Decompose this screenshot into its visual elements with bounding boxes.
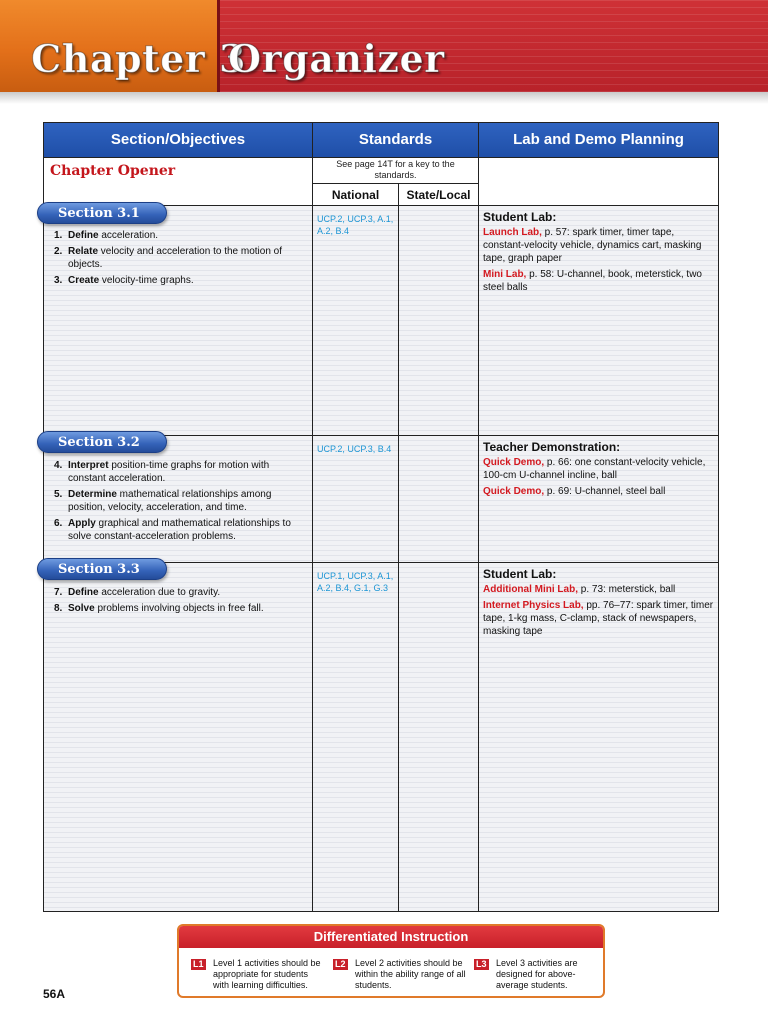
section-3-1-objectives: [54, 229, 306, 290]
section-3-1-national-standards: UCP.2, UCP.3, A.1, A.2, B.4: [317, 214, 394, 236]
objective-number: 3.: [54, 275, 63, 286]
objective-verb: Define: [68, 587, 99, 598]
section-3-3-national-standards: UCP.1, UCP.3, A.1, A.2, B.4, G.1, G.3: [317, 571, 394, 593]
chapter-opener-label: Chapter Opener: [50, 163, 176, 179]
header-lab-demo: Lab and Demo Planning: [513, 131, 684, 148]
objective-text: velocity and acceleration to the motion of objects.: [68, 246, 283, 270]
objective-item: [54, 488, 306, 514]
objective-text: velocity-time graphs.: [99, 275, 194, 286]
section-3-2-lab-planning: [483, 441, 715, 501]
objective-item: [54, 245, 306, 271]
level-badge: L2: [335, 959, 346, 969]
objective-number: 7.: [54, 587, 63, 598]
lab-item-text: pp. 76–77: spark timer, timer tape, 1-kg mass, C-clamp, stack of newspapers, masking tape: [483, 600, 714, 637]
level-text: Level 3 activities are designed for above-average students.: [496, 958, 578, 990]
section-3-2-pill: Section 3.2: [37, 431, 167, 453]
level-badge: L3: [476, 959, 487, 969]
section-3-1-pill: Section 3.1: [37, 202, 167, 224]
standards-note-divider: [313, 183, 478, 184]
lab-item-text: p. 73: meterstick, ball: [578, 584, 676, 595]
objective-text: acceleration due to gravity.: [98, 587, 221, 598]
objective-verb: Interpret: [68, 460, 109, 471]
banner-shadow: [0, 92, 768, 104]
lab-item-text: p. 57: spark timer, timer tape, constant-velocity vehicle, dynamics cart, masking tape, graph paper: [483, 227, 702, 264]
objective-verb: Determine: [68, 489, 117, 500]
organizer-table: [43, 122, 719, 912]
section-3-2-national-standards: UCP.2, UCP.3, B.4: [317, 444, 392, 454]
column-divider: [312, 123, 313, 911]
level-text: Level 1 activities should be appropriate for students with learning difficulties.: [213, 958, 321, 990]
objective-number: 4.: [54, 460, 63, 471]
lab-item-text: p. 66: one constant-velocity vehicle, 100-cm U-channel incline, ball: [483, 457, 706, 481]
level-badge: L1: [193, 959, 204, 969]
table-header-row: [44, 123, 718, 157]
lab-item-name: Quick Demo,: [483, 486, 545, 497]
objective-item: [54, 602, 306, 615]
lab-heading: Teacher Demonstration:: [483, 440, 621, 454]
lab-item-name: Internet Physics Lab,: [483, 600, 584, 611]
section-3-2-objectives: [54, 459, 306, 546]
objective-number: 6.: [54, 518, 63, 529]
page-number: 56A: [43, 987, 66, 1001]
objective-text: acceleration.: [98, 230, 159, 241]
objective-number: 2.: [54, 246, 63, 257]
lab-item-name: Quick Demo,: [483, 457, 545, 468]
objective-number: 8.: [54, 603, 63, 614]
row-divider: [44, 157, 718, 158]
objective-verb: Create: [68, 275, 100, 286]
differentiated-instruction-box: [177, 924, 605, 998]
level-text: Level 2 activities should be within the ability range of all students.: [355, 958, 466, 990]
section-3-1-lab-planning: [483, 211, 715, 297]
lab-item-name: Mini Lab,: [483, 269, 527, 280]
lab-item-text: p. 58: U-channel, book, meterstick, two steel balls: [483, 269, 702, 293]
objective-item: [54, 586, 306, 599]
chapter-title: Chapter 3: [31, 36, 246, 81]
national-label: National: [331, 188, 380, 202]
objective-text: mathematical relationships among position, velocity, acceleration, and time.: [68, 489, 272, 513]
objective-text: problems involving objects in free fall.: [94, 603, 264, 614]
objective-verb: Define: [68, 230, 99, 241]
column-divider: [478, 123, 479, 911]
state-local-label: State/Local: [406, 188, 471, 202]
lab-item: [483, 456, 715, 482]
chapter-banner: [0, 0, 768, 92]
objective-verb: Relate: [68, 246, 99, 257]
objective-text: graphical and mathematical relationships to solve constant-acceleration problems.: [68, 518, 291, 542]
header-section-objectives: Section/Objectives: [110, 131, 246, 148]
standards-divider: [398, 183, 399, 911]
lab-heading: Student Lab:: [483, 210, 557, 224]
organizer-title: Organizer: [228, 36, 445, 81]
lab-heading: Student Lab:: [483, 567, 557, 581]
section-3-3-lab-planning: [483, 568, 715, 641]
objective-number: 5.: [54, 489, 63, 500]
lab-item-name: Additional Mini Lab,: [483, 584, 578, 595]
objective-verb: Apply: [68, 518, 96, 529]
objective-item: [54, 229, 306, 242]
lab-item: [483, 268, 715, 294]
differentiated-instruction-title: Differentiated Instruction: [179, 926, 603, 948]
lab-item: [483, 226, 715, 265]
section-3-3-pill: Section 3.3: [37, 558, 167, 580]
lab-item: [483, 583, 715, 596]
objective-verb: Solve: [68, 603, 95, 614]
lab-item: [483, 599, 715, 638]
section-3-3-objectives: [54, 586, 306, 618]
objective-number: 1.: [54, 230, 63, 241]
lab-item-text: p. 69: U-channel, steel ball: [544, 486, 666, 497]
lab-item: [483, 485, 715, 498]
lab-item-name: Launch Lab,: [483, 227, 542, 238]
objective-item: [54, 274, 306, 287]
objective-text: position-time graphs for motion with constant acceleration.: [68, 460, 270, 484]
objective-item: [54, 459, 306, 485]
header-standards: Standards: [358, 131, 433, 148]
standards-note: See page 14T for a key to the standards.: [336, 159, 455, 180]
objective-item: [54, 517, 306, 543]
